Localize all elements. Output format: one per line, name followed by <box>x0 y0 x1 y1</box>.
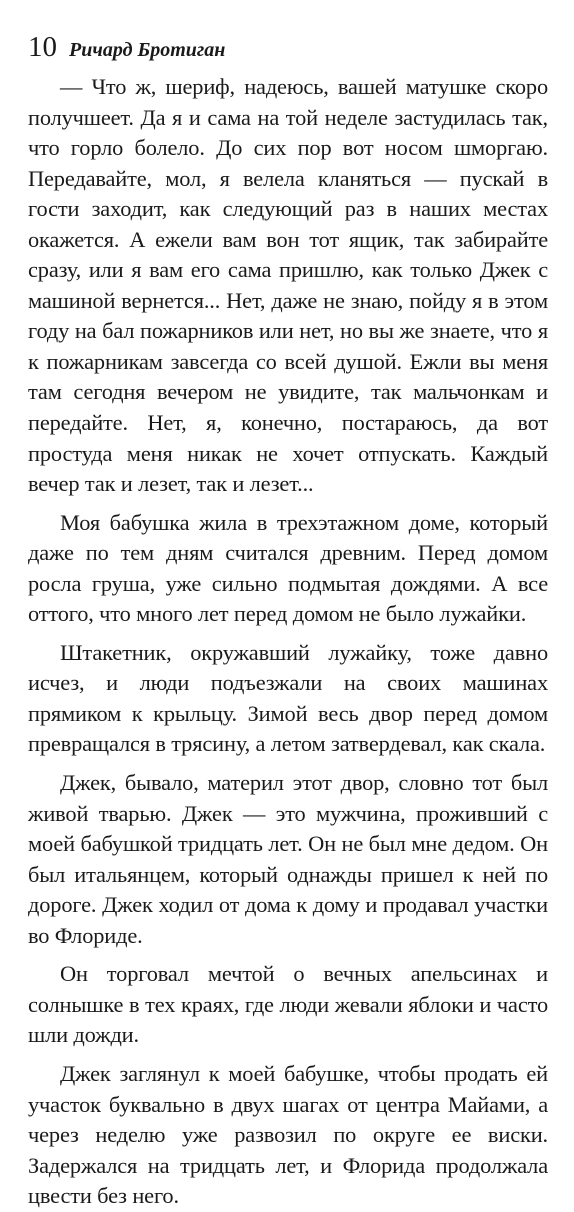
page-header <box>28 30 548 64</box>
running-head-author: Ричард Бротиган <box>69 39 226 61</box>
paragraph: Моя бабушка жила в трехэтажном доме, который даже по тем дням считался древним. Перед домом росла груша, уже сильно подмытая дождями. А все оттого, что много лет перед домом не было лужайки. <box>28 509 548 627</box>
paragraph: Штакетник, окружавший лужайку, тоже давно исчез, и люди подъезжали на своих машинах прямиком к крыльцу. Зимой весь двор перед домом превращался в трясину, а летом затвердевал, как скала. <box>28 639 548 757</box>
paragraph: Он торговал мечтой о вечных апельсинах и солнышке в тех краях, где люди жевали яблоки и часто шли дожди. <box>28 961 548 1048</box>
paragraph: — Что ж, шериф, надеюсь, вашей матушке скоро получшеет. Да я и сама на той неделе застудилась так, что горло болело. До сих пор вот носом шморгаю. Передавайте, мол, я велела кланяться — пускай в гости заходит, как следующий раз в наших местах окажется. А ежели вам вон тот ящик, так забирайте сразу, или я вам его сама пришлю, как только Джек с машиной вернется... Нет, даже не знаю, пойду я в этом году на бал пожарников или нет, но вы же знаете, что я к пожарникам завсегда со всей душой. Ежли вы меня там сегодня вечером не увидите, так мальчонкам и передайте. Нет, я, конечно, постараюсь, да вот простуда меня никак не хочет отпускать. Каждый вечер так и лезет, так и лезет... <box>28 74 548 497</box>
paragraph: Джек, бывало, материл этот двор, словно тот был живой тварью. Джек — это мужчина, проживший с моей бабушкой тридцать лет. Он не был мне дедом. Он был итальянцем, который однажды пришел к ней по дороге. Джек ходил от дома к дому и продавал участки во Флориде. <box>28 770 548 948</box>
page-number: 10 <box>28 31 57 63</box>
body-text <box>28 72 548 1212</box>
paragraph: Джек заглянул к моей бабушке, чтобы продать ей участок буквально в двух шагах от центра Майами, а через неделю уже развозил по округе ее виски. Задержался на тридцать лет, и Флорида продолжала цвести без него. <box>28 1060 548 1209</box>
